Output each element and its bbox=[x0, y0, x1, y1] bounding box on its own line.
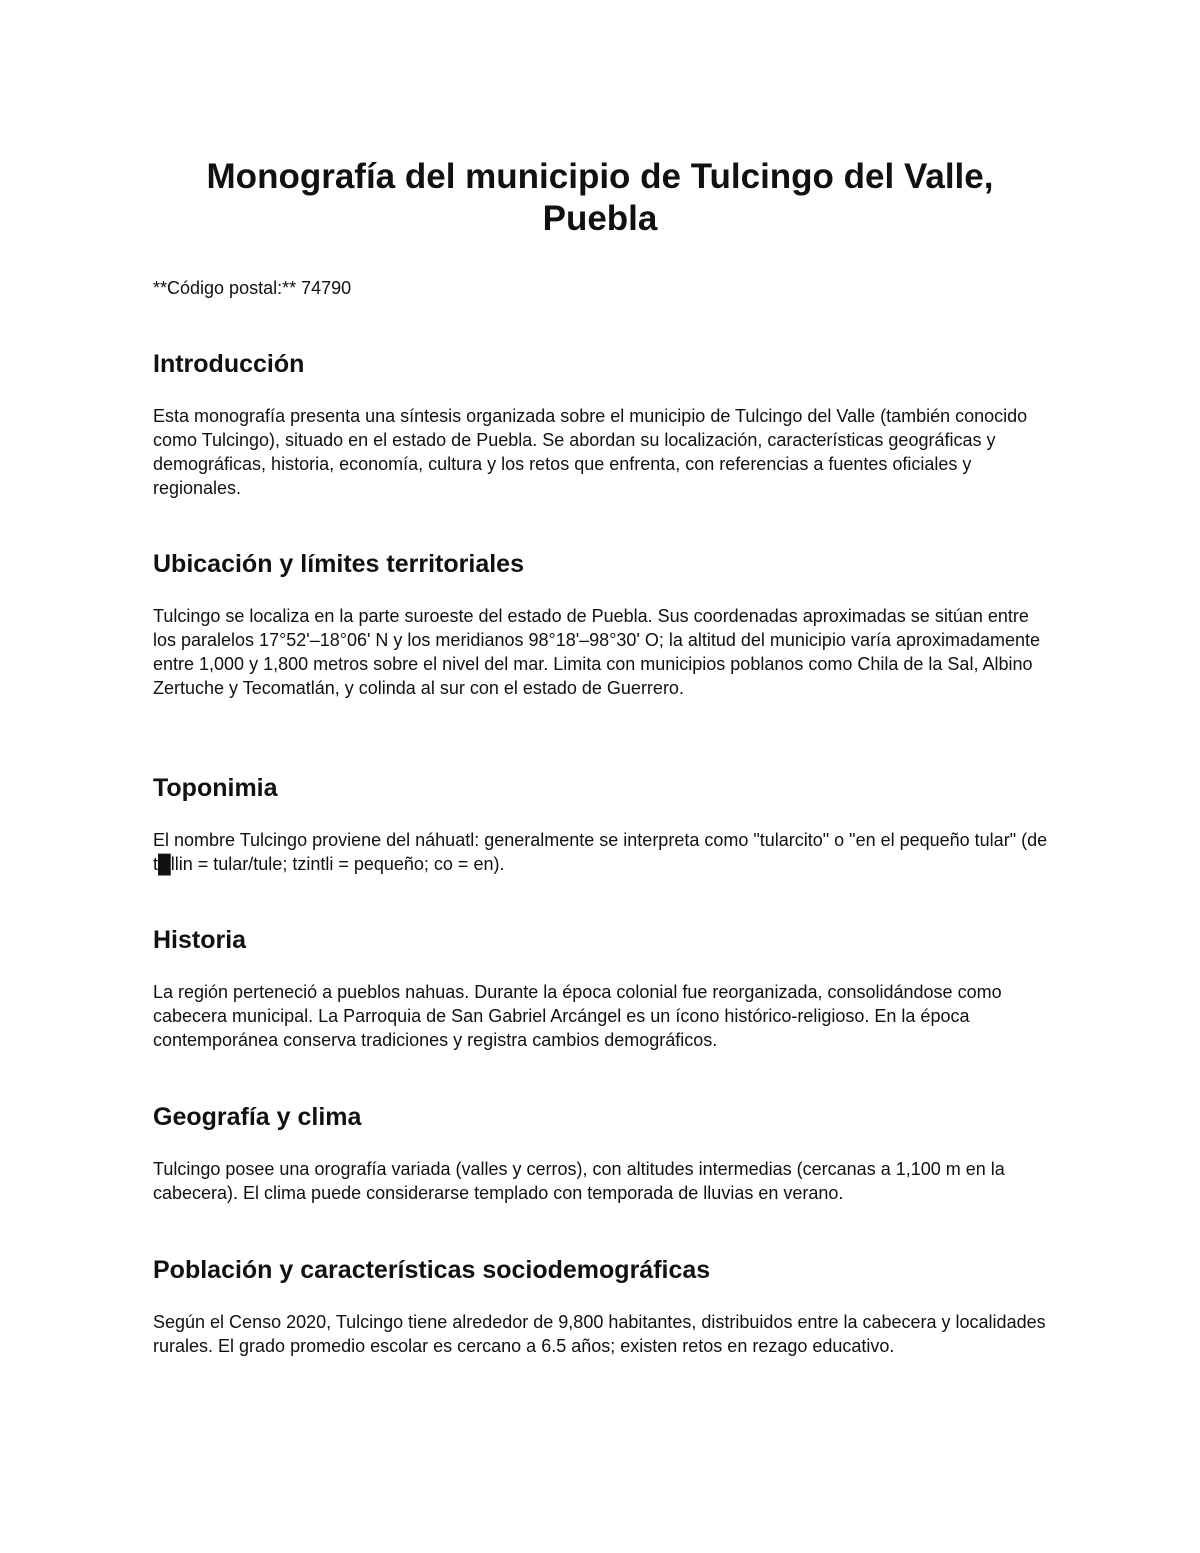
section-body: Según el Censo 2020, Tulcingo tiene alrededor de 9,800 habitantes, distribuidos entre la cabecera y localidades rurales. El grado promedio escolar es cercano a 6.5 años; existen retos en rezago educativo. bbox=[153, 1312, 1046, 1356]
section-heading: Población y características sociodemográficas bbox=[153, 1256, 711, 1284]
section-body: Tulcingo se localiza en la parte suroeste del estado de Puebla. Sus coordenadas aproximadas se sitúan entre los paralelos 17°52'–18°06' N y los meridianos 98°18'–98°30' O; la altitud del municipio varía aproximadamente entre 1,000 y 1,800 metros sobre el nivel del mar. Limita con municipios poblanos como Chila de la Sal, Albino Zertuche y Tecomatlán, y colinda al sur con el estado de Guerrero. bbox=[153, 606, 1041, 698]
section-body: Esta monografía presenta una síntesis organizada sobre el municipio de Tulcingo del Valle (también conocido como Tulcingo), situado en el estado de Puebla. Se abordan su localización, características geográficas y demográficas, historia, economía, cultura y los retos que enfrenta, con referencias a fuentes oficiales y regionales. bbox=[153, 406, 1028, 498]
section-toponimia bbox=[153, 772, 1053, 876]
section-heading: Historia bbox=[153, 926, 247, 954]
section-body: Tulcingo posee una orografía variada (valles y cerros), con altitudes intermedias (cercanas a 1,100 m en la cabecera). El clima puede considerarse templado con temporada de lluvias en verano. bbox=[153, 1159, 1005, 1203]
postal-code-line: **Código postal:** 74790 bbox=[153, 278, 352, 298]
section-poblacion bbox=[153, 1254, 1053, 1358]
section-geografia bbox=[153, 1101, 1053, 1205]
section-ubicacion bbox=[153, 548, 1053, 700]
section-heading: Geografía y clima bbox=[153, 1103, 362, 1131]
section-body: La región perteneció a pueblos nahuas. Durante la época colonial fue reorganizada, consolidándose como cabecera municipal. La Parroquia de San Gabriel Arcángel es un ícono histórico-religioso. En la época contemporánea conserva tradiciones y registra cambios demográficos. bbox=[153, 982, 1002, 1050]
section-heading: Introducción bbox=[153, 350, 305, 378]
section-heading: Toponimia bbox=[153, 774, 278, 802]
document-title: Monografía del municipio de Tulcingo del Valle, Puebla bbox=[206, 157, 994, 238]
section-heading: Ubicación y límites territoriales bbox=[153, 550, 524, 578]
section-historia bbox=[153, 924, 1053, 1052]
section-introduccion bbox=[153, 348, 1053, 500]
section-body: El nombre Tulcingo proviene del náhuatl: generalmente se interpreta como "tularcito" o "en el pequeño tular" (de t█llin = tular/tule; tzintli = pequeño; co = en). bbox=[153, 830, 1048, 874]
